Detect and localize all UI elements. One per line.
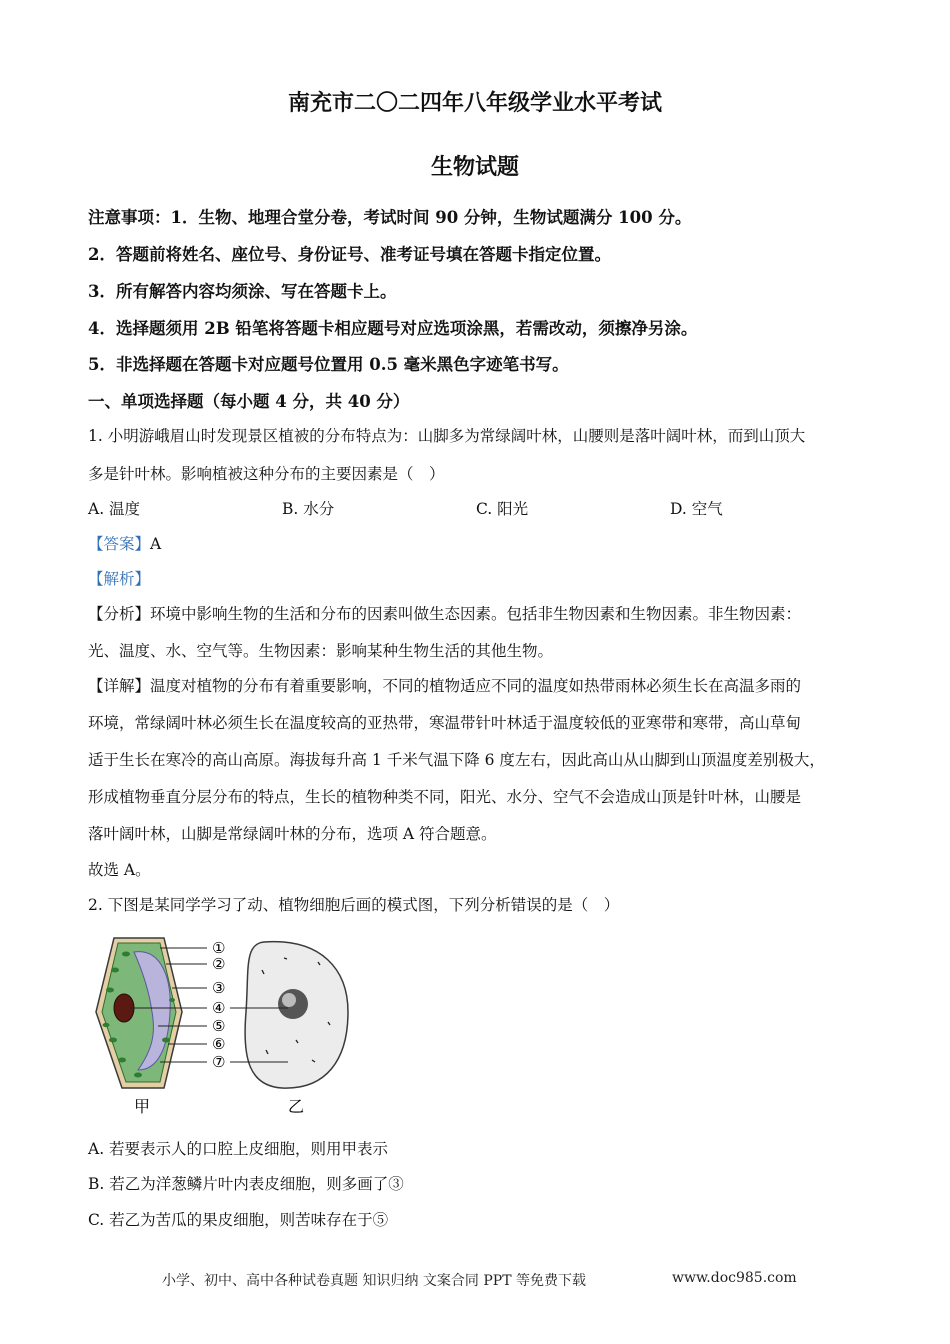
q1-detail-line-3: 适于生长在寒冷的高山高原。海拔每升高 1 千米气温下降 6 度左右，因此高山从山脚到山顶温度差别极大， xyxy=(88,751,825,769)
figure-label-jia: 甲 xyxy=(134,1097,151,1116)
q2-stem: 2. 下图是某同学学习了动、植物细胞后画的模式图，下列分析错误的是（ ） xyxy=(88,896,620,914)
q2-option-c: C. 若乙为苦瓜的果皮细胞，则苦味存在于⑤ xyxy=(88,1211,389,1229)
chloroplast xyxy=(109,1038,117,1043)
exam-subtitle: 生物试题 xyxy=(430,154,519,180)
q1-conclusion: 故选 A。 xyxy=(88,861,151,879)
note-1: 注意事项：1．生物、地理合堂分卷，考试时间 90 分钟，生物试题满分 100 分。 xyxy=(88,208,692,227)
section-heading: 一、单项选择题（每小题 4 分，共 40 分） xyxy=(88,392,410,411)
q1-option-d: D. 空气 xyxy=(670,500,723,518)
q1-detail-line-1: 【详解】温度对植物的分布有着重要影响，不同的植物适应不同的温度如热带雨林必须生长在高温多雨的 xyxy=(88,677,802,695)
q1-option-a: A. 温度 xyxy=(88,500,141,518)
figure-label-yi: 乙 xyxy=(288,1097,305,1116)
chloroplast xyxy=(169,998,175,1002)
note-2: 2．答题前将姓名、座位号、身份证号、准考证号填在答题卡指定位置。 xyxy=(88,245,611,264)
nucleolus-highlight xyxy=(282,993,296,1007)
answer-tag: 【答案】 xyxy=(88,535,151,553)
marker-5: ⑤ xyxy=(212,1017,226,1035)
marker-3: ③ xyxy=(212,979,226,997)
chloroplast xyxy=(134,1073,142,1078)
note-5: 5．非选择题在答题卡对应题号位置用 0.5 毫米黑色字迹笔书写。 xyxy=(88,355,569,374)
chloroplast xyxy=(106,988,114,993)
q1-stem-line-1: 1. 小明游峨眉山时发现景区植被的分布特点为：山脚多为常绿阔叶林，山腰则是落叶阔叶林，而到山顶大 xyxy=(88,427,806,445)
footer-text: 小学、初中、高中各种试卷真题 知识归纳 文案合同 PPT 等免费下载 xyxy=(162,1273,586,1289)
q1-option-c: C. 阳光 xyxy=(476,500,529,518)
animal-cell xyxy=(245,942,348,1088)
answer-value: A xyxy=(150,535,162,553)
cell-diagram xyxy=(86,930,366,1120)
q1-detail-line-5: 落叶阔叶林，山脚是常绿阔叶林的分布，选项 A 符合题意。 xyxy=(88,825,497,843)
footer-url: www.doc985.com xyxy=(672,1270,797,1286)
chloroplast xyxy=(103,1023,110,1027)
marker-1: ① xyxy=(212,939,226,957)
q1-fenxi-line-2: 光、温度、水、空气等。生物因素：影响某种生物生活的其他生物。 xyxy=(88,642,554,660)
q1-option-b: B. 水分 xyxy=(282,500,335,518)
q1-answer xyxy=(88,532,161,554)
q1-fenxi-line-1: 【分析】环境中影响生物的生活和分布的因素叫做生态因素。包括非生物因素和生物因素。非生物因素： xyxy=(88,605,802,623)
marker-4: ④ xyxy=(212,999,226,1017)
q1-detail-line-4: 形成植物垂直分层分布的特点，生长的植物种类不同，阳光、水分、空气不会造成山顶是针叶林，山腰是 xyxy=(88,788,802,806)
q1-stem-line-2: 多是针叶林。影响植被这种分布的主要因素是（ ） xyxy=(88,465,445,483)
exam-title: 南充市二〇二四年八年级学业水平考试 xyxy=(287,90,662,116)
chloroplast xyxy=(118,1058,126,1063)
chloroplast xyxy=(111,968,119,973)
q2-option-a: A. 若要表示人的口腔上皮细胞，则用甲表示 xyxy=(88,1140,389,1158)
q1-detail-line-2: 环境，常绿阔叶林必须生长在温度较高的亚热带，寒温带针叶林适于温度较低的亚寒带和寒带，高山草甸 xyxy=(88,714,802,732)
chloroplast xyxy=(162,1038,170,1043)
marker-6: ⑥ xyxy=(212,1035,226,1053)
marker-2: ② xyxy=(212,955,226,973)
chloroplast xyxy=(122,952,130,957)
note-3: 3．所有解答内容均须涂、写在答题卡上。 xyxy=(88,282,397,301)
note-4: 4．选择题须用 2B 铅笔将答题卡相应题号对应选项涂黑，若需改动，须擦净另涂。 xyxy=(88,319,698,338)
marker-7: ⑦ xyxy=(212,1053,226,1071)
q2-option-b: B. 若乙为洋葱鳞片叶内表皮细胞，则多画了③ xyxy=(88,1175,404,1193)
analysis-tag: 【解析】 xyxy=(88,570,151,588)
plant-cell xyxy=(96,938,182,1088)
